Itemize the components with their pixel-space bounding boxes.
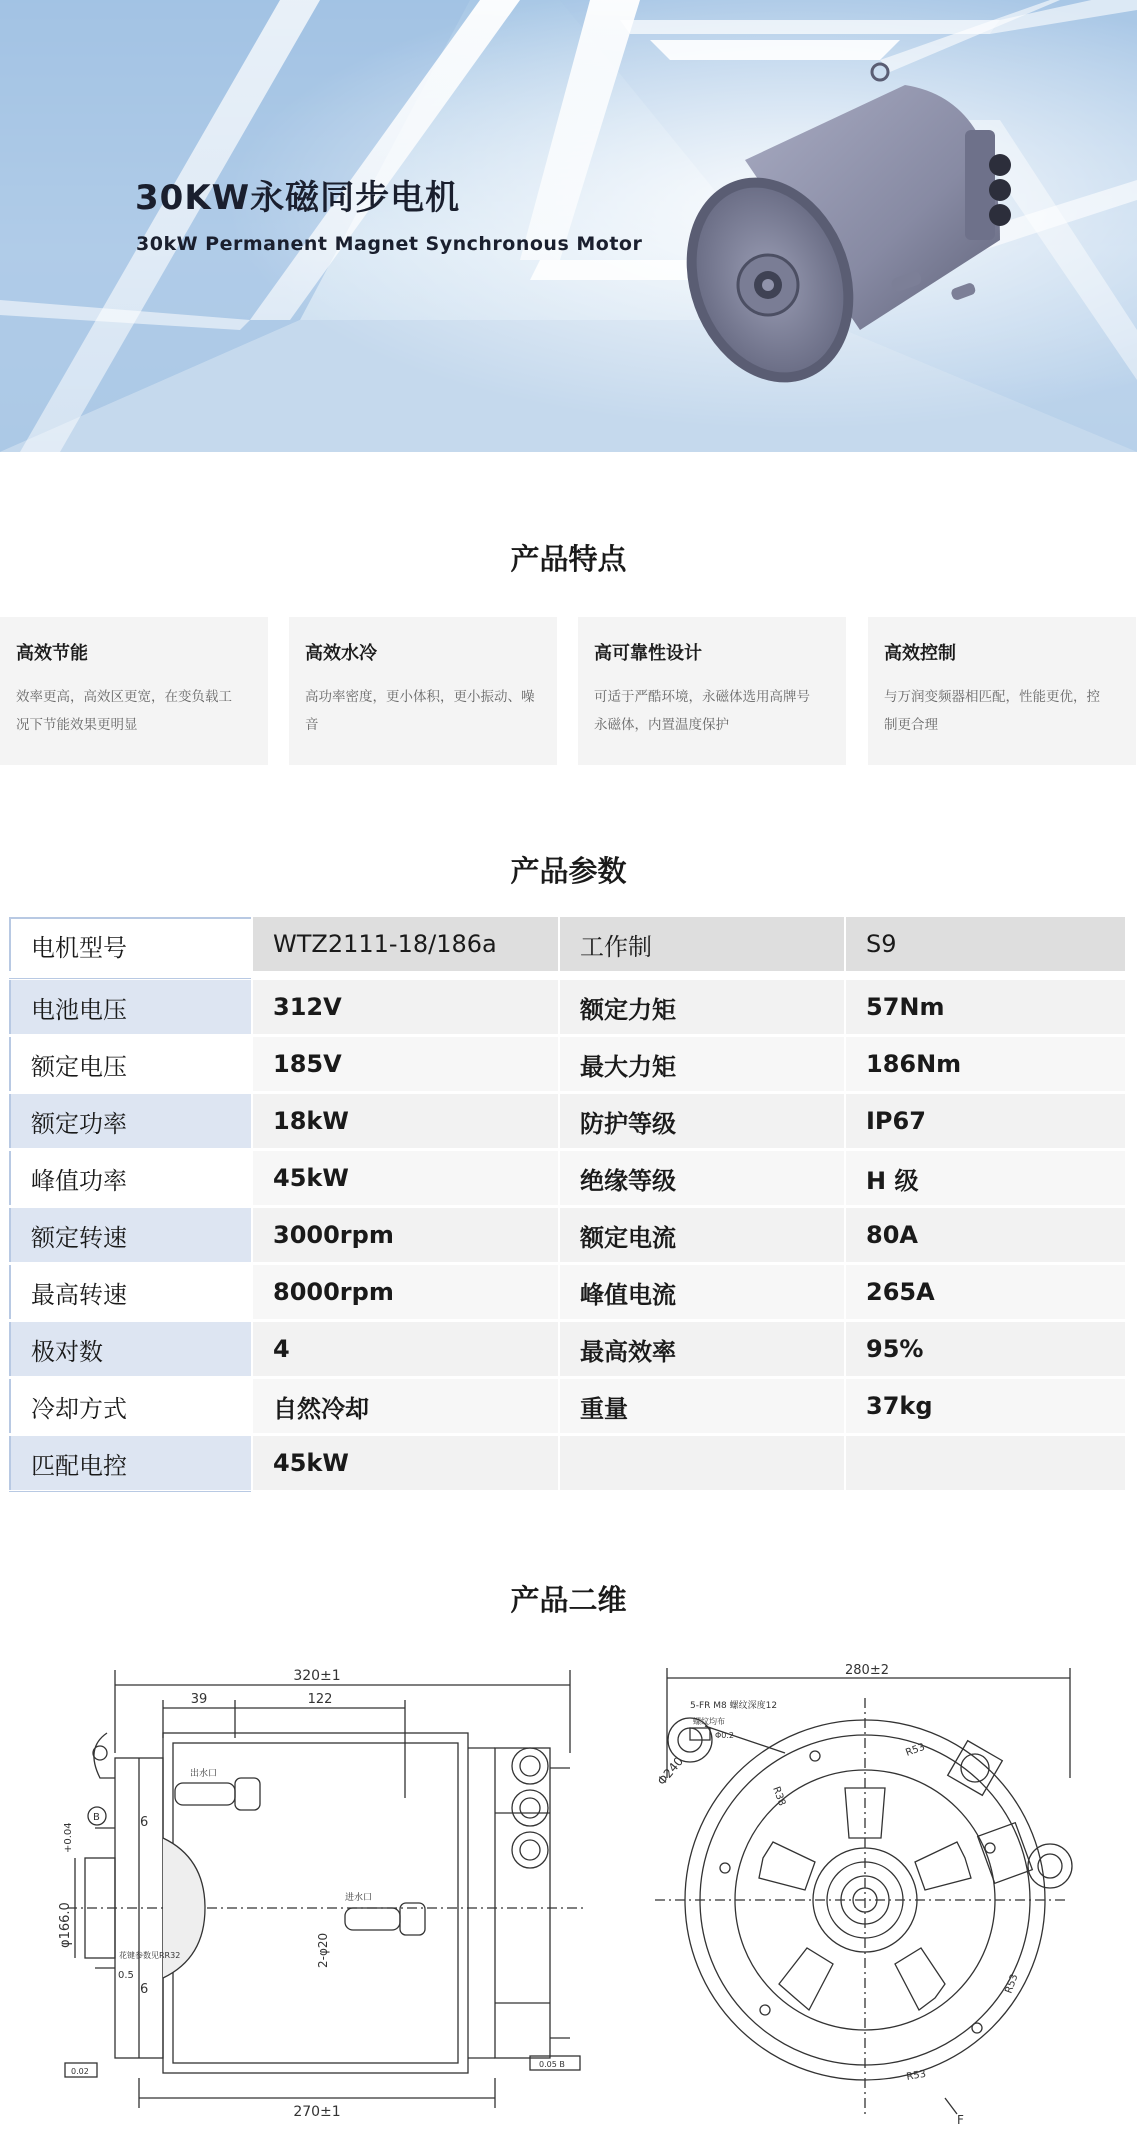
feature-card-control — [868, 617, 1136, 765]
table-row — [9, 1151, 1125, 1206]
param-value: WTZ2111-18/186a — [253, 917, 558, 971]
feature-desc — [594, 683, 830, 739]
label-box-left: 0.02 — [71, 2067, 89, 2076]
param-value: 18kW — [253, 1094, 558, 1148]
param-label: 极对数 — [9, 1322, 251, 1376]
feature-desc-line: 与万润变频器相匹配，性能更优，控 — [884, 689, 1100, 705]
label-keyway: 花键参数见RR32 — [119, 1951, 181, 1960]
dim-2phi20: 2-φ20 — [316, 1932, 330, 1968]
label-r4: R38 — [770, 1785, 788, 1808]
param-label — [560, 1436, 844, 1490]
label-bolts: 5-FR M8 螺纹深度12 — [690, 1701, 778, 1711]
feature-title: 高可靠性设计 — [594, 643, 702, 664]
param-value: 45kW — [253, 1151, 558, 1205]
dim-r240: Φ240 — [654, 1754, 687, 1788]
hero-title: 30KW永磁同步电机 — [135, 178, 461, 218]
feature-desc-line: 制更合理 — [884, 717, 938, 733]
hero-background — [0, 0, 1137, 452]
feature-title: 高效控制 — [884, 643, 956, 664]
table-row — [9, 1322, 1125, 1377]
param-value: S9 — [846, 917, 1125, 971]
front-view-drawing — [645, 1658, 1075, 2128]
feature-desc-line: 可适于严酷环境，永磁体选用高牌号 — [594, 689, 810, 705]
param-value: 4 — [253, 1322, 558, 1376]
label-water-in: 进水口 — [345, 1893, 373, 1903]
feature-desc — [305, 683, 541, 739]
dim-05: 0.5 — [118, 1970, 134, 1981]
label-spec-a: Φ0.2 — [715, 1731, 735, 1740]
feature-desc-line: 音 — [305, 717, 319, 733]
param-value — [846, 1436, 1125, 1490]
param-value: 自然冷却 — [253, 1379, 558, 1433]
hero-banner — [0, 0, 1137, 452]
dim-tolerance: +0.04 — [63, 1822, 74, 1853]
dim-6-bottom: 6 — [140, 1982, 149, 1997]
param-label: 额定电流 — [560, 1208, 844, 1262]
side-view-drawing — [55, 1658, 595, 2118]
label-water-out: 出水口 — [190, 1769, 218, 1779]
param-value: 3000rpm — [253, 1208, 558, 1262]
dim-width: 280±2 — [845, 1663, 889, 1678]
label-r1: R53 — [904, 1741, 927, 1759]
table-row — [9, 1208, 1125, 1263]
table-row — [9, 1436, 1125, 1491]
table-row — [9, 1379, 1125, 1434]
drawing-title: 产品二维 — [510, 1583, 627, 1617]
table-divider — [9, 978, 251, 979]
param-label: 峰值功率 — [9, 1151, 251, 1205]
feature-desc — [16, 683, 252, 739]
param-value: 265A — [846, 1265, 1125, 1319]
param-value: 37kg — [846, 1379, 1125, 1433]
label-b: B — [93, 1812, 100, 1823]
feature-desc-line: 效率更高，高效区更宽，在变负载工 — [16, 689, 232, 705]
param-label: 匹配电控 — [9, 1436, 251, 1490]
param-label: 重量 — [560, 1379, 844, 1433]
param-label: 工作制 — [560, 917, 844, 971]
param-value: 312V — [253, 980, 558, 1034]
table-row — [9, 917, 1125, 972]
feature-card-energy — [0, 617, 268, 765]
param-value: 80A — [846, 1208, 1125, 1262]
feature-desc-line: 况下节能效果更明显 — [16, 717, 138, 733]
param-label: 最高效率 — [560, 1322, 844, 1376]
param-value: 186Nm — [846, 1037, 1125, 1091]
param-label: 冷却方式 — [9, 1379, 251, 1433]
param-label: 最大力矩 — [560, 1037, 844, 1091]
param-label: 绝缘等级 — [560, 1151, 844, 1205]
label-spec-b: 螺纹均布 — [693, 1717, 725, 1726]
param-value: 45kW — [253, 1436, 558, 1490]
param-label: 电机型号 — [9, 917, 251, 971]
param-label: 电池电压 — [9, 980, 251, 1034]
params-table — [9, 917, 1125, 1492]
feature-desc-line: 高功率密度，更小体积，更小振动、噪 — [305, 689, 535, 705]
feature-title: 高效节能 — [16, 643, 88, 664]
param-value: IP67 — [846, 1094, 1125, 1148]
table-row — [9, 1094, 1125, 1149]
param-label: 峰值电流 — [560, 1265, 844, 1319]
dim-6-top: 6 — [140, 1815, 149, 1830]
label-r2: R53 — [1003, 1972, 1021, 1996]
label-r3: R53 — [905, 2068, 927, 2083]
dim-39: 39 — [190, 1692, 208, 1707]
param-label: 额定功率 — [9, 1094, 251, 1148]
dim-122: 122 — [307, 1692, 333, 1707]
label-box-right: 0.05 B — [539, 2060, 565, 2069]
table-row — [9, 1037, 1125, 1092]
feature-card-reliability — [578, 617, 846, 765]
param-value: H 级 — [846, 1151, 1125, 1205]
param-label: 额定电压 — [9, 1037, 251, 1091]
params-title: 产品参数 — [510, 854, 627, 888]
table-row — [9, 980, 1125, 1035]
param-value: 95% — [846, 1322, 1125, 1376]
param-label: 额定转速 — [9, 1208, 251, 1262]
param-value: 57Nm — [846, 980, 1125, 1034]
feature-desc-line: 永磁体，内置温度保护 — [594, 717, 729, 733]
table-row — [9, 1265, 1125, 1320]
feature-desc — [884, 683, 1120, 739]
param-value: 185V — [253, 1037, 558, 1091]
param-label: 额定力矩 — [560, 980, 844, 1034]
dim-total-length: 320±1 — [293, 1668, 341, 1684]
feature-title: 高效水冷 — [305, 643, 377, 664]
param-label: 防护等级 — [560, 1094, 844, 1148]
table-divider — [9, 1491, 251, 1492]
features-title: 产品特点 — [510, 542, 627, 576]
hero-subtitle: 30kW Permanent Magnet Synchronous Motor — [136, 233, 643, 255]
feature-card-cooling — [289, 617, 557, 765]
param-value: 8000rpm — [253, 1265, 558, 1319]
label-f: F — [957, 2113, 964, 2127]
param-label: 最高转速 — [9, 1265, 251, 1319]
dim-270: 270±1 — [293, 2104, 341, 2118]
dim-diameter: φ166.0 — [58, 1902, 73, 1948]
